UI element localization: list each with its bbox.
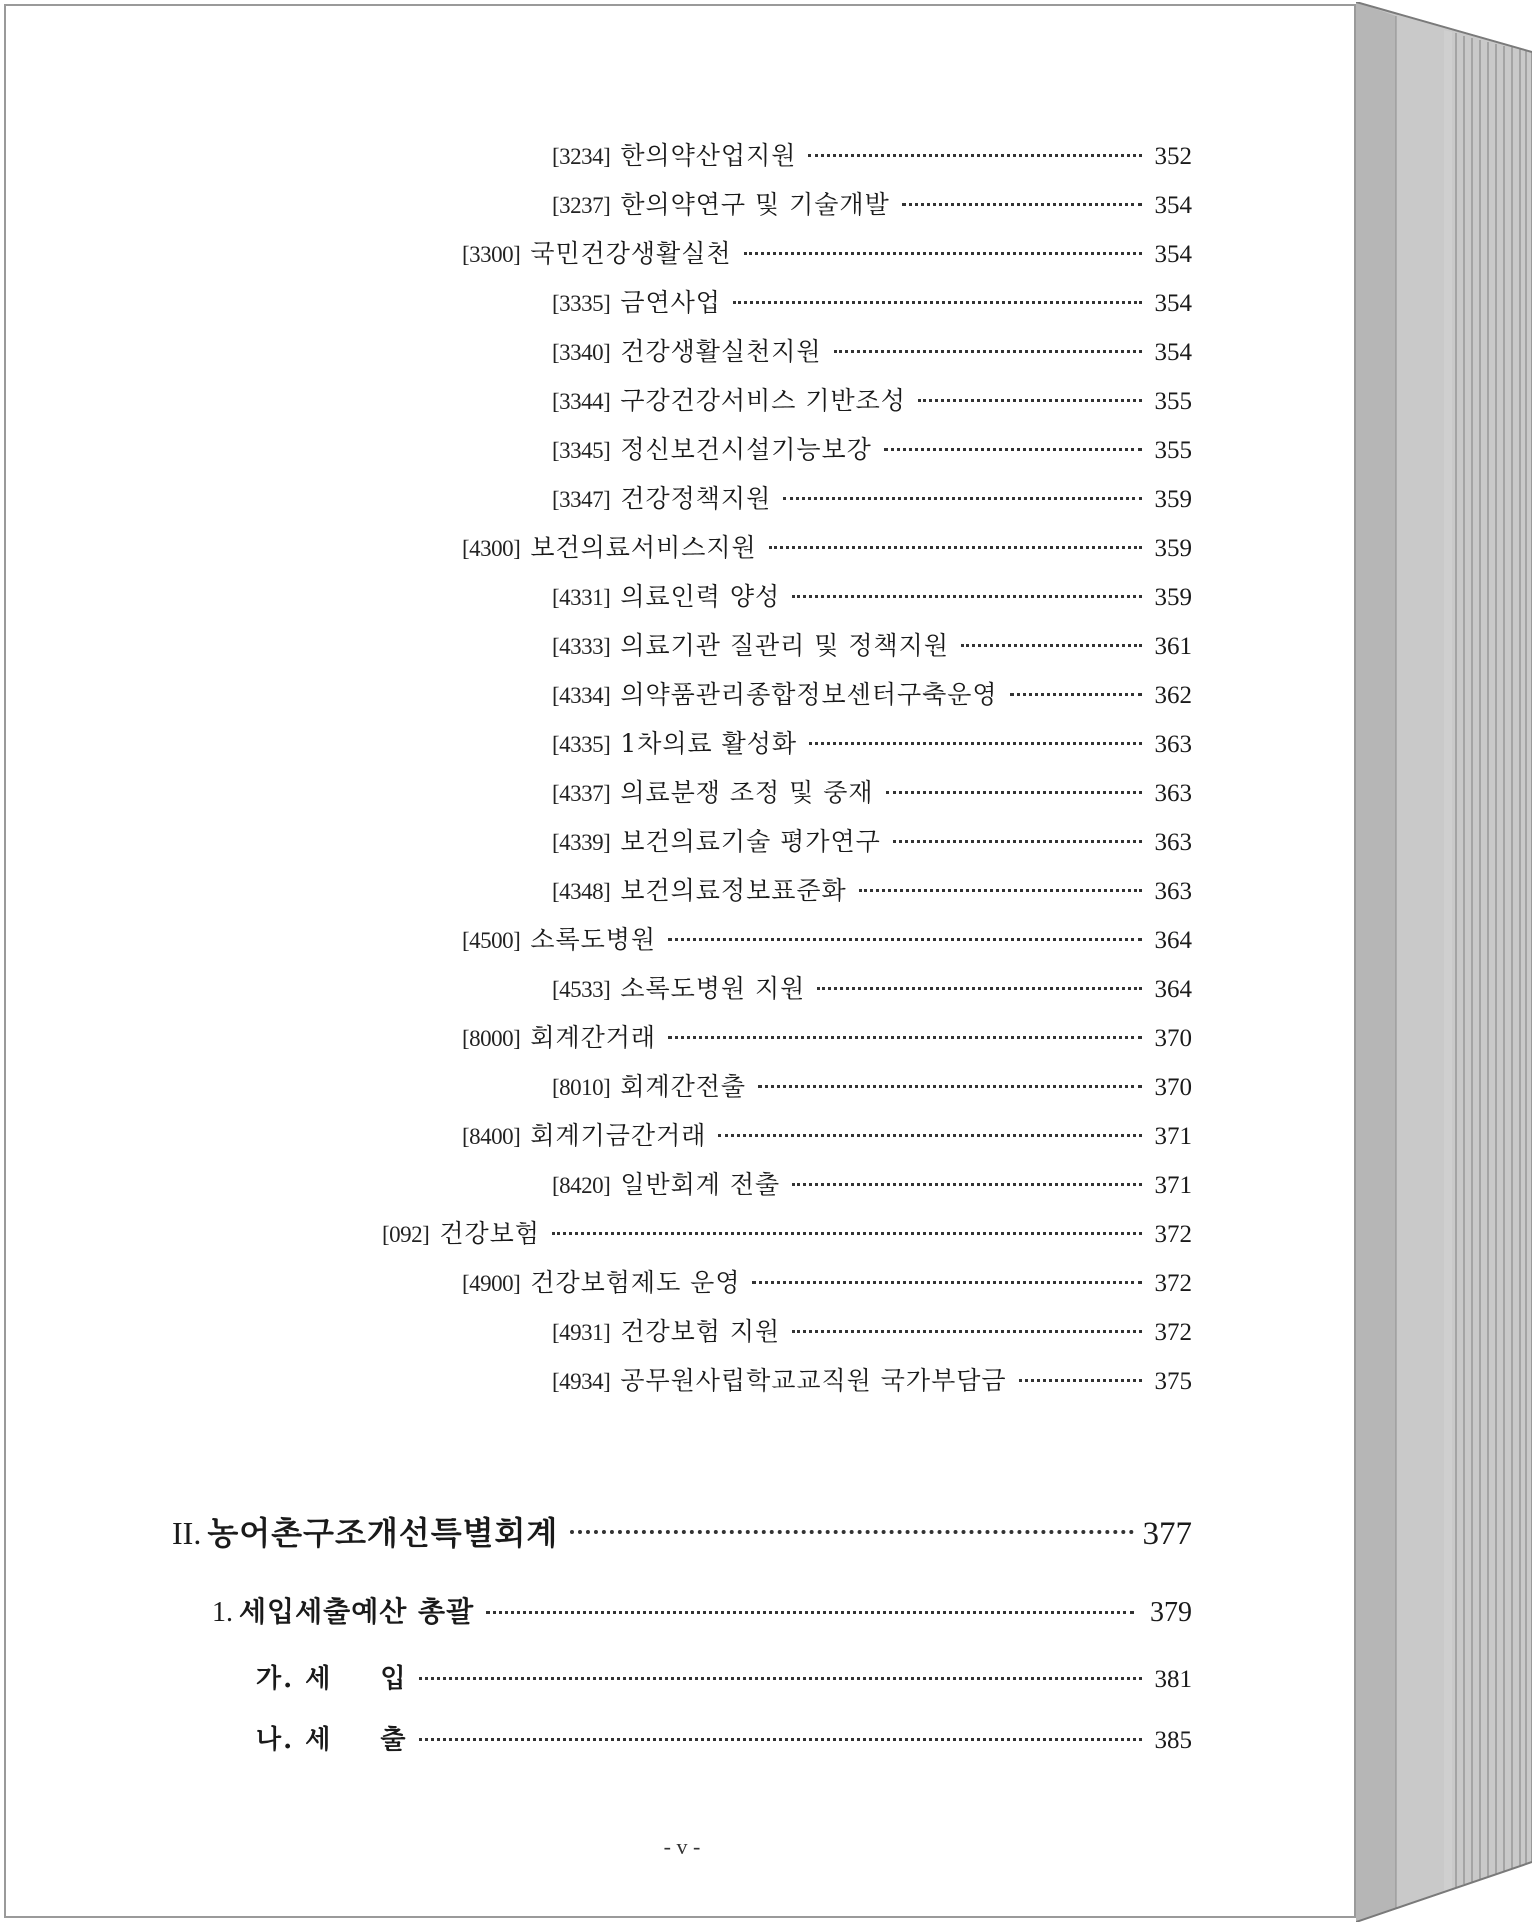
- section-number: 1.: [212, 1597, 233, 1628]
- dot-leader: [744, 252, 1142, 255]
- dot-leader: [884, 448, 1142, 451]
- toc-code: [4331]: [552, 585, 611, 610]
- toc-title: 국민건강생활실천: [530, 239, 732, 268]
- toc-title: 보건의료기술 평가연구: [620, 827, 881, 856]
- toc-title: 건강보험: [439, 1219, 540, 1248]
- subsection-label: 나. 세: [256, 1725, 333, 1755]
- toc-entry-4934[interactable]: [552, 1361, 1192, 1397]
- toc-page: 363: [1154, 878, 1192, 905]
- toc-chapter-2[interactable]: [172, 1508, 1192, 1554]
- toc-title: 일반회계 전출: [620, 1170, 781, 1199]
- toc-code: [8420]: [552, 1173, 611, 1198]
- dot-leader: [783, 497, 1142, 500]
- dot-leader: [668, 1036, 1142, 1039]
- book-page-edge: [1356, 2, 1532, 1922]
- toc-title: 건강정책지원: [620, 484, 772, 513]
- dot-leader: [902, 203, 1142, 206]
- dot-leader: [752, 1281, 1142, 1284]
- toc-entry-3300[interactable]: [462, 234, 1192, 270]
- toc-page: 354: [1154, 192, 1192, 219]
- toc-entry-8000[interactable]: [462, 1018, 1192, 1054]
- toc-page: 355: [1154, 437, 1192, 464]
- toc-entry-8400[interactable]: [462, 1116, 1192, 1152]
- toc-page: 352: [1154, 143, 1192, 170]
- toc-entry-3347[interactable]: [552, 479, 1192, 515]
- subsection-label: 가. 세: [256, 1664, 333, 1694]
- dot-leader: [552, 1232, 1142, 1235]
- dot-leader: [1019, 1379, 1142, 1382]
- toc-code: [4500]: [462, 928, 521, 953]
- dot-leader: [733, 301, 1142, 304]
- toc-entry-8420[interactable]: [552, 1165, 1192, 1201]
- dot-leader: [792, 1183, 1142, 1186]
- toc-title: 소록도병원 지원: [620, 974, 806, 1003]
- toc-title: 소록도병원: [530, 925, 657, 954]
- toc-code: [4339]: [552, 830, 611, 855]
- toc-page: 355: [1154, 388, 1192, 415]
- toc-title: 1차의료 활성화: [620, 729, 798, 758]
- chapter-number: II.: [172, 1515, 202, 1551]
- document-page: [4, 4, 1356, 1918]
- toc-entry-4931[interactable]: [552, 1312, 1192, 1348]
- toc-entry-3344[interactable]: [552, 381, 1192, 417]
- toc-code: [4335]: [552, 732, 611, 757]
- dot-leader: [486, 1611, 1134, 1614]
- dot-leader: [808, 154, 1142, 157]
- subsection-label-2: 출: [380, 1725, 408, 1755]
- toc-page: 363: [1154, 731, 1192, 758]
- dot-leader: [893, 840, 1142, 843]
- toc-code: [4333]: [552, 634, 611, 659]
- toc-title: 공무원사립학교교직원 국가부담금: [620, 1366, 1007, 1395]
- toc-page: 361: [1154, 633, 1192, 660]
- toc-title: 의약품관리종합정보센터구축운영: [620, 680, 998, 709]
- toc-entry-3340[interactable]: [552, 332, 1192, 368]
- toc-code: [4931]: [552, 1320, 611, 1345]
- dot-leader: [668, 938, 1142, 941]
- toc-entry-4500[interactable]: [462, 920, 1192, 956]
- toc-entry-4300[interactable]: [462, 528, 1192, 564]
- subsection-title: [256, 1658, 407, 1695]
- toc-page: 370: [1154, 1025, 1192, 1052]
- toc-entry-8010[interactable]: [552, 1067, 1192, 1103]
- dot-leader: [792, 1330, 1142, 1333]
- toc-page: 375: [1154, 1368, 1192, 1395]
- toc-code: [3237]: [552, 193, 611, 218]
- page-number-footer: - v -: [663, 1834, 701, 1859]
- toc-entry-4533[interactable]: [552, 969, 1192, 1005]
- toc-entry-4335[interactable]: [552, 724, 1192, 760]
- dot-leader: [834, 350, 1142, 353]
- toc-title: 의료기관 질관리 및 정책지원: [620, 631, 949, 660]
- toc-code: [3335]: [552, 291, 611, 316]
- toc-page: 372: [1154, 1270, 1192, 1297]
- toc-entry-4333[interactable]: [552, 626, 1192, 662]
- page-stack-graphic: [1356, 2, 1532, 1922]
- chapter-page: 377: [1142, 1516, 1192, 1552]
- dot-leader: [886, 791, 1142, 794]
- toc-code: [092]: [382, 1222, 430, 1247]
- toc-code: [3344]: [552, 389, 611, 414]
- toc-page: 371: [1154, 1172, 1192, 1199]
- toc-entry-3335[interactable]: [552, 283, 1192, 319]
- table-of-contents: [6, 6, 1358, 1920]
- toc-page: 364: [1154, 976, 1192, 1003]
- toc-section-1[interactable]: [212, 1590, 1192, 1630]
- toc-page: 372: [1154, 1221, 1192, 1248]
- toc-code: [8010]: [552, 1075, 611, 1100]
- toc-page: 363: [1154, 780, 1192, 807]
- dot-leader: [859, 889, 1142, 892]
- toc-code: [4300]: [462, 536, 521, 561]
- toc-title: 건강보험 지원: [620, 1317, 781, 1346]
- section-page: 379: [1150, 1597, 1192, 1628]
- toc-title: 금연사업: [620, 288, 721, 317]
- dot-leader: [792, 595, 1142, 598]
- dot-leader: [570, 1530, 1134, 1534]
- toc-code: [4334]: [552, 683, 611, 708]
- toc-page: 354: [1154, 290, 1192, 317]
- toc-subsection-revenue[interactable]: [256, 1658, 1192, 1695]
- toc-code: [3347]: [552, 487, 611, 512]
- toc-title: 회계기금간거래: [530, 1121, 707, 1150]
- chapter-title: 농어촌구조개선특별회계: [207, 1514, 559, 1552]
- toc-entry-3234[interactable]: [552, 136, 1192, 172]
- dot-leader: [718, 1134, 1142, 1137]
- toc-code: [3234]: [552, 144, 611, 169]
- subsection-page: 385: [1154, 1727, 1192, 1754]
- toc-code: [8000]: [462, 1026, 521, 1051]
- toc-entry-4348[interactable]: [552, 871, 1192, 907]
- dot-leader: [961, 644, 1142, 647]
- toc-page: 372: [1154, 1319, 1192, 1346]
- toc-page: 362: [1154, 682, 1192, 709]
- toc-subsection-expenditure[interactable]: [256, 1719, 1192, 1756]
- toc-entry-4331[interactable]: [552, 577, 1192, 613]
- toc-title: 보건의료정보표준화: [620, 876, 847, 905]
- toc-title: 정신보건시설기능보강: [620, 435, 872, 464]
- dot-leader: [1010, 693, 1142, 696]
- toc-entry-4337[interactable]: [552, 773, 1192, 809]
- toc-code: [8400]: [462, 1124, 521, 1149]
- toc-title: 건강보험제도 운영: [530, 1268, 741, 1297]
- toc-code: [4934]: [552, 1369, 611, 1394]
- toc-title: 한의약산업지원: [620, 141, 797, 170]
- toc-title: 한의약연구 및 기술개발: [620, 190, 890, 219]
- dot-leader: [809, 742, 1142, 745]
- toc-entry-4339[interactable]: [552, 822, 1192, 858]
- toc-code: [3345]: [552, 438, 611, 463]
- toc-page: 359: [1154, 486, 1192, 513]
- toc-title: 구강건강서비스 기반조성: [620, 386, 906, 415]
- toc-code: [3340]: [552, 340, 611, 365]
- dot-leader: [918, 399, 1142, 402]
- section-title: 세입세출예산 총괄: [239, 1595, 475, 1628]
- subsection-title: [256, 1719, 407, 1756]
- toc-page: 354: [1154, 339, 1192, 366]
- toc-code: [3300]: [462, 242, 521, 267]
- dot-leader: [419, 1738, 1142, 1741]
- toc-page: 371: [1154, 1123, 1192, 1150]
- toc-entry-3345[interactable]: [552, 430, 1192, 466]
- toc-page: 359: [1154, 584, 1192, 611]
- toc-page: 359: [1154, 535, 1192, 562]
- dot-leader: [419, 1677, 1142, 1680]
- toc-title: 회계간전출: [620, 1072, 747, 1101]
- toc-code: [4900]: [462, 1271, 521, 1296]
- toc-page: 370: [1154, 1074, 1192, 1101]
- subsection-label-2: 입: [380, 1664, 408, 1694]
- toc-code: [4337]: [552, 781, 611, 806]
- toc-page: 363: [1154, 829, 1192, 856]
- toc-entry-3237[interactable]: [552, 185, 1192, 221]
- toc-code: [4348]: [552, 879, 611, 904]
- toc-title: 의료인력 양성: [620, 582, 781, 611]
- dot-leader: [817, 987, 1142, 990]
- toc-entry-4334[interactable]: [552, 675, 1192, 711]
- toc-title: 건강생활실천지원: [620, 337, 822, 366]
- toc-title: 보건의료서비스지원: [530, 533, 757, 562]
- dot-leader: [769, 546, 1142, 549]
- toc-page: 354: [1154, 241, 1192, 268]
- dot-leader: [758, 1085, 1142, 1088]
- toc-page: 364: [1154, 927, 1192, 954]
- toc-code: [4533]: [552, 977, 611, 1002]
- toc-entry-092[interactable]: [382, 1214, 1192, 1250]
- subsection-page: 381: [1154, 1666, 1192, 1693]
- toc-title: 회계간거래: [530, 1023, 657, 1052]
- toc-title: 의료분쟁 조정 및 중재: [620, 778, 874, 807]
- toc-entry-4900[interactable]: [462, 1263, 1192, 1299]
